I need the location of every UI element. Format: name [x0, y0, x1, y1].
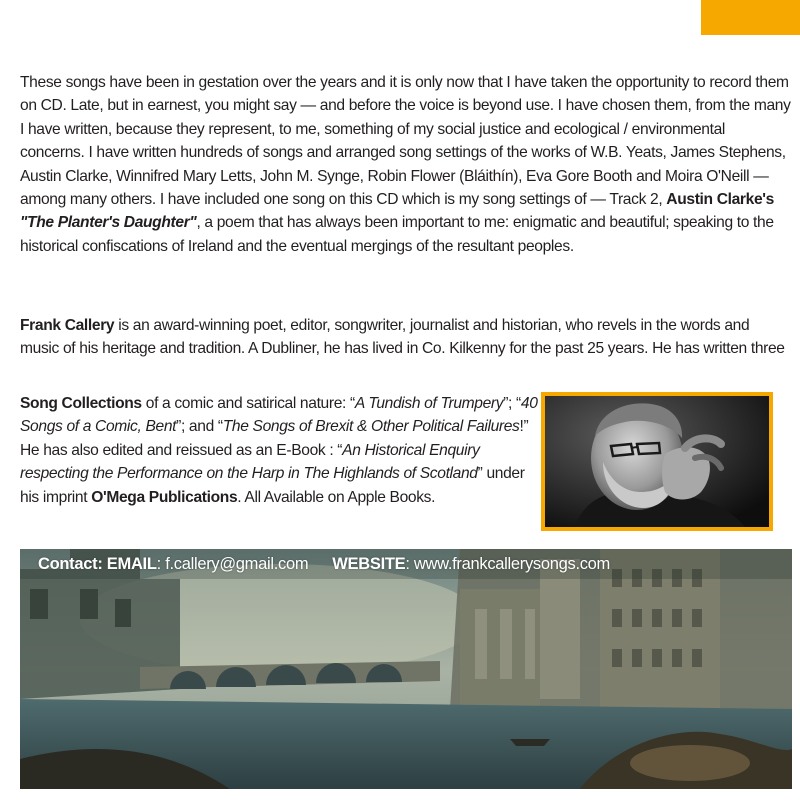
- website-label: WEBSITE: [332, 555, 406, 573]
- author-photo: [545, 396, 769, 527]
- bio-paragraph: Frank Callery is an award-winning poet, editor, songwriter, journalist and historian, who revels in the words and music of his heritage and tradition. A Dubliner, he has lived in Co. Kilkenny for the past 25 years. He has written three: [20, 317, 785, 358]
- imprint-name: O'Mega Publications: [91, 488, 238, 506]
- collections-heading: Song Collections: [20, 395, 142, 412]
- intro-paragraph: These songs have been in gestation over the years and it is only now that I have taken the opportunity to record them on CD. Late, but in earnest, you might say — and before the voice is beyond use. I have chosen them, from the many I have written, because they represent, to me, something of my social justice and ecological / environmental concerns. I have written hundreds of songs and arranged song settings of the works of W.B. Yeats, James Stephens, Austin Clarke, Winnifred Mary Letts, John M. Synge, Robin Flower (Bláithín), Eva Gore Booth and Moira O'Neill — among many others. I have included one song on this CD which is my song settings of — Track 2, Austin Clarke's "The Planter's Daughter", a poem that has always been important to me: enigmatic and beautiful; speaking to the historical confiscations of Ireland and the eventual mergings of the resultant peoples.: [20, 74, 791, 255]
- ebook-title: An Historical Enquiry respecting the Performance on the Harp in The Highlands of Scotland: [20, 441, 480, 483]
- accent-corner-tab: [701, 0, 800, 35]
- email-link[interactable]: : f.callery@gmail.com: [156, 555, 309, 573]
- city-river-painting: [20, 549, 792, 789]
- poem-title: "The Planter's Daughter": [20, 214, 197, 232]
- author-name: Austin Clarke's: [666, 191, 774, 209]
- bio-name: Frank Callery: [20, 317, 115, 334]
- collections-paragraph: Song Collections of a comic and satirical nature: “A Tundish of Trumpery”; “40 Songs of a Comic, Bent”; and “The Songs of Brexit & Other Political Failures!” He has also edited and reissued as an E-Book : “An Historical Enquiry respecting the Performance on the Harp in The Highlands of Scotland” under his imprint O'Mega Publications. All Available on Apple Books.: [20, 395, 538, 506]
- footer-banner: [20, 549, 792, 789]
- contact-line: [38, 553, 782, 575]
- author-photo-frame: [541, 392, 773, 531]
- collection-title-3: The Songs of Brexit & Other Political Failures: [222, 418, 520, 436]
- collection-title-2: 40 Songs of a Comic, Bent: [20, 395, 538, 436]
- collection-title-1: A Tundish of Trumpery: [354, 395, 504, 412]
- website-link[interactable]: : www.frankcallerysongs.com: [405, 555, 610, 573]
- email-label: Contact: EMAIL: [38, 555, 157, 573]
